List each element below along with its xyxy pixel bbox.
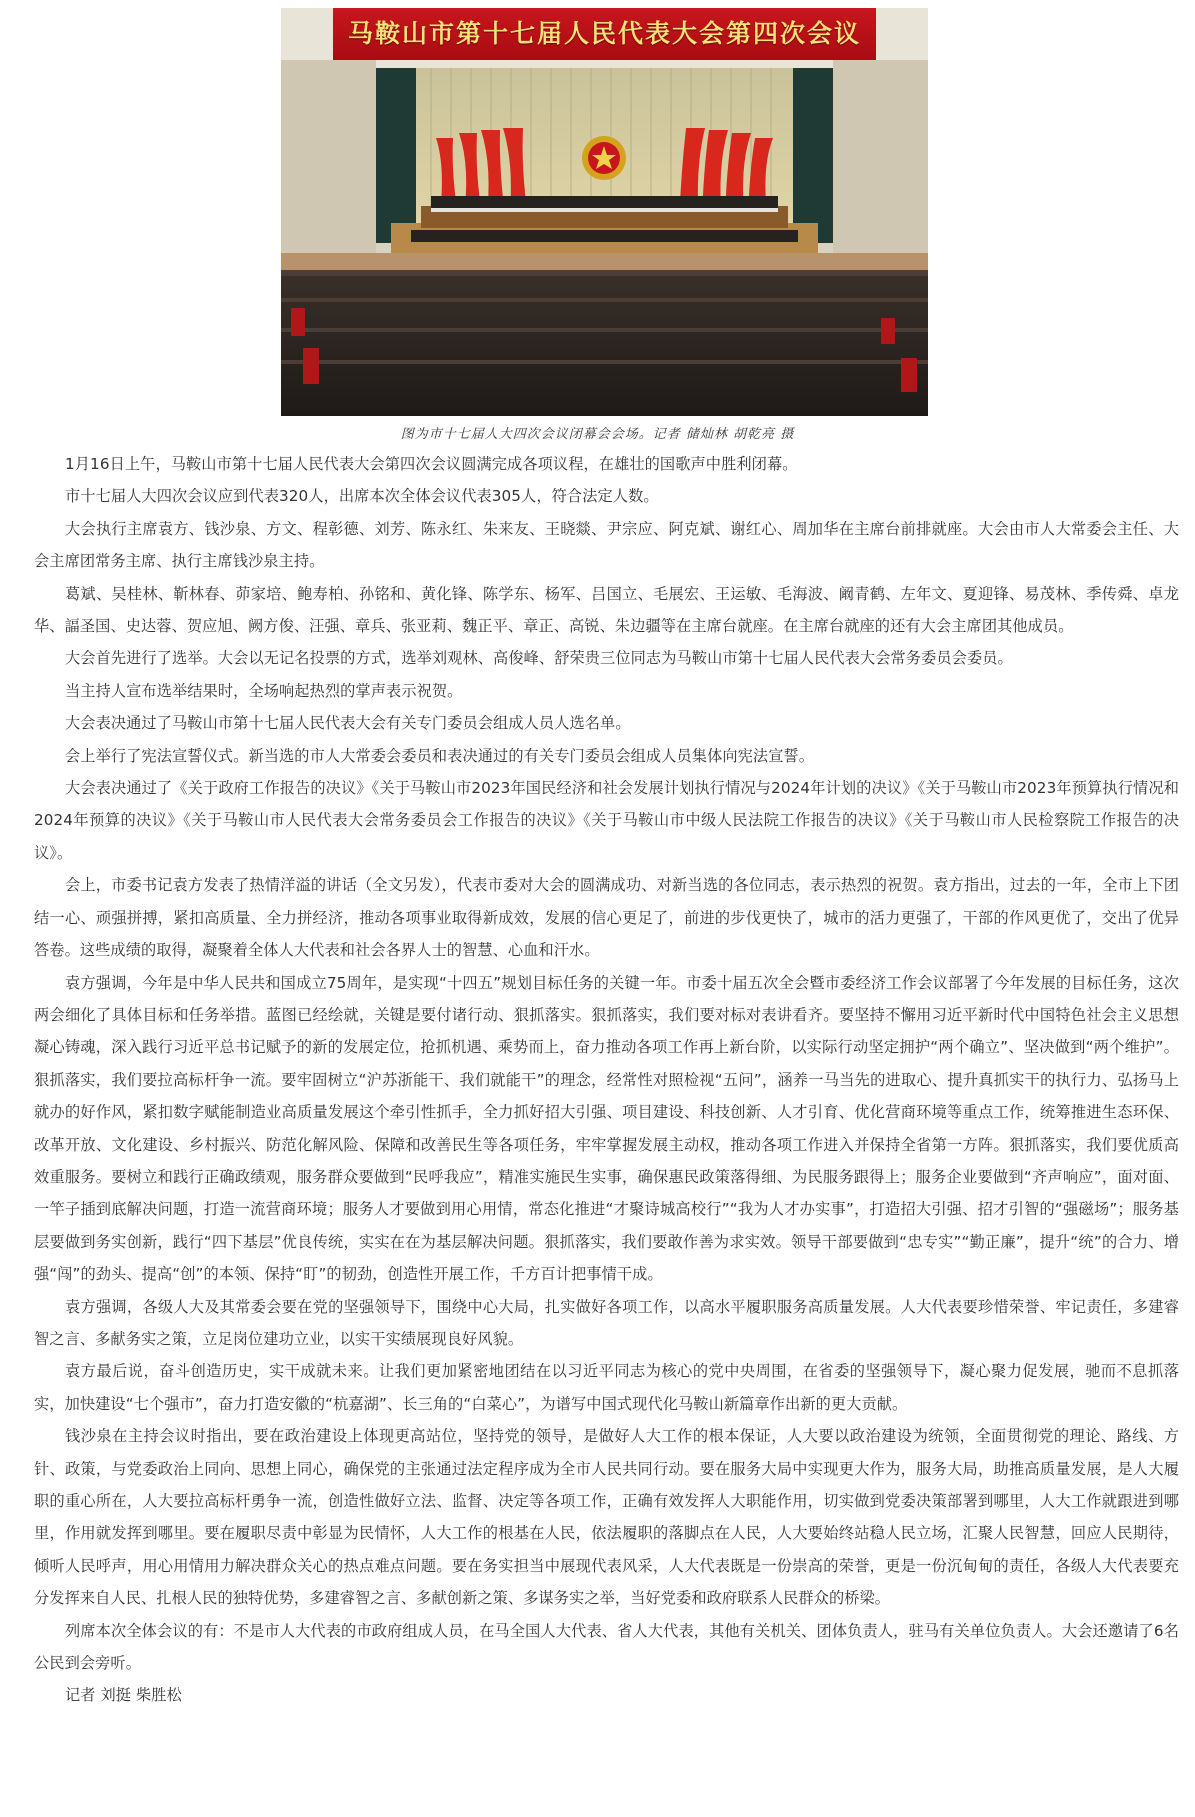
paragraph: 袁方最后说，奋斗创造历史，实干成就未来。让我们更加紧密地团结在以习近平同志为核心的党中央周围，在省委的坚强领导下，凝心聚力促发展，驰而不息抓落实，加快建设“七个强市”，奋力打造安徽的“杭嘉湖”、长三角的“白菜心”，为谱写中国式现代化马鞍山新篇章作出新的更大贡献。	[34, 1362, 1179, 1413]
paragraph: 袁方强调，各级人大及其常委会要在党的坚强领导下，围绕中心大局，扎实做好各项工作，以高水平履职服务高质量发展。人大代表要珍惜荣誉、牢记责任，多建睿智之言、多献务实之策，立足岗位建功立业，以实干实绩展现良好风貌。	[34, 1297, 1179, 1348]
paragraph: 市十七届人大四次会议应到代表320人，出席本次全体会议代表305人，符合法定人数。	[65, 487, 659, 506]
article-body	[34, 448, 1179, 1712]
paragraph: 大会执行主席袁方、钱沙泉、方文、程彰德、刘芳、陈永红、朱来友、王晓燚、尹宗应、阿克斌、谢红心、周加华在主席台前排就座。大会由市人大常委会主任、大会主席团常务主席、执行主席钱沙泉主持。	[34, 519, 1179, 571]
paragraph: 1月16日上午，马鞍山市第十七届人民代表大会第四次会议圆满完成各项议程，在雄壮的国歌声中胜利闭幕。	[65, 455, 798, 473]
reporter-byline: 记者 刘挺 柴胜松	[65, 1686, 182, 1705]
audience-crowd	[281, 270, 928, 416]
national-emblem-icon	[582, 136, 626, 180]
paragraph: 会上，市委书记袁方发表了热情洋溢的讲话（全文另发），代表市委对大会的圆满成功、对新当选的各位同志，表示热烈的祝贺。袁方指出，过去的一年，全市上下团结一心、顽强拼搏，紧扣高质量、全力拼经济，推动各项事业取得新成效，发展的信心更足了，前进的步伐更快了，城市的活力更强了，干部的作风更优了，交出了优异答卷。这些成绩的取得，凝聚着全体人大代表和社会各界人士的智慧、心血和汗水。	[34, 876, 1179, 960]
paragraph: 会上举行了宪法宣誓仪式。新当选的市人大常委会委员和表决通过的有关专门委员会组成人员集体向宪法宣誓。	[65, 746, 815, 765]
paragraph: 当主持人宣布选举结果时，全场响起热烈的掌声表示祝贺。	[65, 681, 463, 700]
paragraph: 大会表决通过了《关于政府工作报告的决议》《关于马鞍山市2023年国民经济和社会发展计划执行情况与2024年计划的决议》《关于马鞍山市2023年预算执行情况和2024年预算的决议》《关于马鞍山市人民代表大会常务委员会工作报告的决议》《关于马鞍山市中级人民法院工作报告的决议》《关于马鞍山市人民检察院工作报告的决议》。	[34, 779, 1179, 862]
conference-photo	[281, 8, 928, 416]
banner-title: 马鞍山市第十七届人民代表大会第四次会议	[347, 19, 861, 48]
paragraph: 葛斌、吴桂林、靳林春、茆家培、鲍寿柏、孙铭和、黄化锋、陈学东、杨军、吕国立、毛展宏、王运敏、毛海波、阚青鹤、左年文、夏迎锋、易茂林、季传舜、卓龙华、諨圣国、史达蓉、贺应旭、阙方俊、汪强、章兵、张亚莉、魏正平、章正、高锐、朱边疆等在主席台就座。在主席台就座的还有大会主席团其他成员。	[34, 584, 1179, 636]
paragraph: 列席本次全体会议的有：不是市人大代表的市政府组成人员，在马全国人大代表、省人大代表，其他有关机关、团体负责人，驻马有关单位负责人。大会还邀请了6名公民到会旁听。	[34, 1621, 1179, 1673]
conference-hall-illustration	[281, 8, 928, 416]
paragraph: 钱沙泉在主持会议时指出，要在政治建设上体现更高站位，坚持党的领导，是做好人大工作的根本保证，人大要以政治建设为统领，全面贯彻党的理论、路线、方针、政策，与党委政治上同向、思想上同心，确保党的主张通过法定程序成为全市人民共同行动。要在服务大局中实现更大作为，服务大局，助推高质量发展，是人大履职的重心所在，人大要拉高标杆勇争一流，创造性做好立法、监督、决定等各项工作，正确有效发挥人大职能作用，切实做到党委决策部署到哪里，人大工作就跟进到哪里，作用就发挥到哪里。要在履职尽责中彰显为民情怀，人大工作的根基在人民，依法履职的落脚点在人民，人大要始终站稳人民立场，汇聚人民智慧，回应人民期待，倾听人民呼声，用心用情用力解决群众关心的热点难点问题。要在务实担当中展现代表风采，人大代表既是一份崇高的荣誉，更是一份沉甸甸的责任，各级人大代表要充分发挥来自人民、扎根人民的独特优势，多建睿智之言、多献创新之策、多谋务实之举，当好党委和政府联系人民群众的桥梁。	[34, 1427, 1179, 1608]
paragraph: 大会表决通过了马鞍山市第十七届人民代表大会有关专门委员会组成人员人选名单。	[65, 714, 631, 733]
paragraph: 大会首先进行了选举。大会以无记名投票的方式，选举刘观林、高俊峰、舒荣贵三位同志为马鞍山市第十七届人民代表大会常务委员会委员。	[65, 649, 1013, 668]
paragraph: 袁方强调，今年是中华人民共和国成立75周年，是实现“十四五”规划目标任务的关键一年。市委十届五次全会暨市委经济工作会议部署了今年发展的目标任务，这次两会细化了具体目标和任务举措。蓝图已经绘就，关键是要付诸行动、狠抓落实。狠抓落实，我们要对标对表讲看齐。要坚持不懈用习近平新时代中国特色社会主义思想凝心铸魂，深入践行习近平总书记赋予的新的发展定位，抢抓机遇、乘势而上，奋力推动各项工作再上新台阶，以实际行动坚定拥护“两个确立”、坚决做到“两个维护”。狠抓落实，我们要拉高标杆争一流。要牢固树立“沪苏浙能干、我们就能干”的理念，经常性对照检视“五问”，涵养一马当先的进取心、提升真抓实干的执行力、弘扬马上就办的好作风，紧扣数字赋能制造业高质量发展这个牵引性抓手，全力抓好招大引强、项目建设、科技创新、人才引育、优化营商环境等重点工作，统筹推进生态环保、改革开放、文化建设、乡村振兴、防范化解风险、保障和改善民生等各项任务，牢牢掌握发展主动权，推动各项工作进入并保持全省第一方阵。狠抓落实，我们要优质高效重服务。要树立和践行正确政绩观，服务群众要做到“民呼我应”，精准实施民生实事，确保惠民政策落得细、为民服务跟得上；服务企业要做到“齐声响应”，面对面、一竿子插到底解决问题，打造一流营商环境；服务人才要做到用心用情，常态化推进“才聚诗城高校行”“我为人才办实事”，打造招大引强、招才引智的“强磁场”；服务基层要做到务实创新，践行“四下基层”优良传统，实实在在为基层解决问题。狠抓落实，我们要敢作善为求实效。领导干部要做到“忠专实”“勤正廉”，提升“统”的合力、增强“闯”的劲头、提高“创”的本领、保持“盯”的韧劲，创造性开展工作，千方百计把事情干成。	[34, 973, 1179, 1284]
photo-caption: 图为市十七届人大四次会议闭幕会会场。记者 储灿林 胡乾亮 摄	[400, 427, 795, 442]
